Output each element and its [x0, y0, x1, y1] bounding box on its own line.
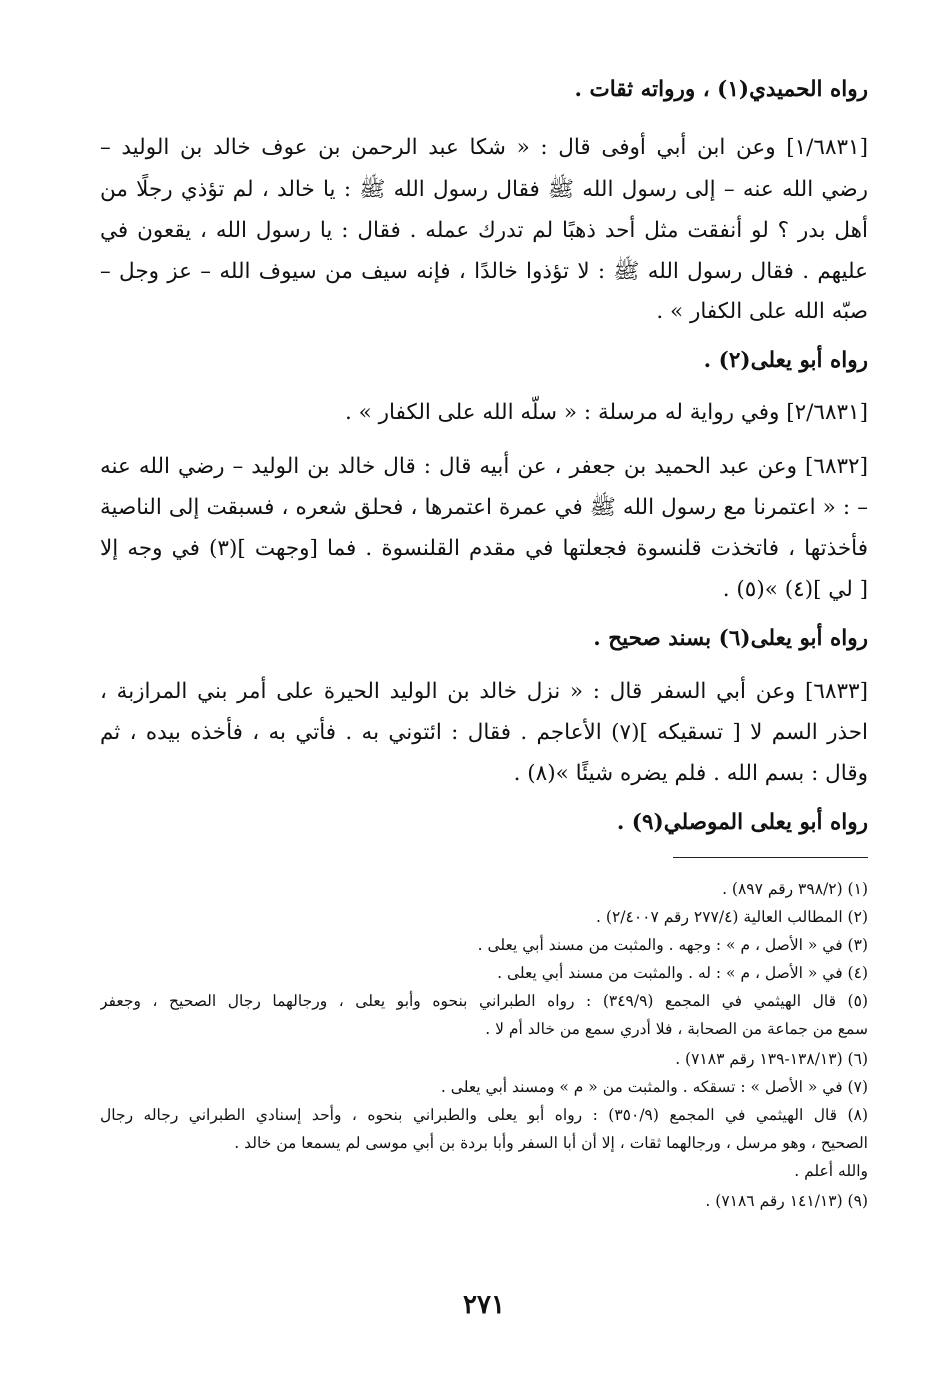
- footnote-line: (٤) في « الأصل ، م » : له . والمثبت من مسند أبي يعلى .: [497, 964, 868, 982]
- text-line: رضي الله عنه – إلى رسول الله ﷺ فقال رسول الله ﷺ : يا خالد ، لم تؤذي رجلًا من: [100, 177, 868, 202]
- text-line: [١/٦٨٣١] وعن ابن أبي أوفى قال : « شكا عبد الرحمن بن عوف خالد بن الوليد –: [100, 135, 868, 160]
- text-line: صبّه الله على الكفار » .: [656, 299, 868, 324]
- text-line: [ لي ](٤) »(٥) .: [722, 577, 868, 602]
- footnote-separator: [673, 857, 868, 858]
- footnote-line: (٥) قال الهيثمي في المجمع (٣٤٩/٩) : رواه الطبراني بنحوه وأبو يعلى ، ورجالهما رجال الصحيح ، وجعفر: [100, 992, 868, 1010]
- page-body: [100, 70, 868, 1360]
- footnote-line: سمع من جماعة من الصحابة ، فلا أدري سمع من خالد أم لا .: [485, 1020, 868, 1038]
- text-line: [٢/٦٨٣١] وفي رواية له مرسلة : « سلّه الله على الكفار » .: [344, 400, 868, 425]
- footnote-line: (٨) قال الهيثمي في المجمع (٣٥٠/٩) : رواه أبو يعلى والطبراني بنحوه ، وأحد إسنادي الطبراني رجاله رجال: [100, 1106, 868, 1124]
- footnote-line: (٦) (١٣٨/١٣-١٣٩ رقم ٧١٨٣) .: [675, 1050, 868, 1068]
- attribution-line: رواه أبو يعلى(٦) بسند صحيح .: [593, 626, 868, 651]
- text-line: [٦٨٣٢] وعن عبد الحميد بن جعفر ، عن أبيه قال : قال خالد بن الوليد – رضي الله عنه: [100, 454, 868, 479]
- text-line: فأخذتها ، فاتخذت قلنسوة فجعلتها في مقدم القلنسوة . فما [وجهت ](٣) في وجه إلا: [100, 536, 868, 561]
- footnote-line: (٢) المطالب العالية (٢٧٧/٤ رقم ٢/٤٠٠٧) .: [596, 908, 868, 926]
- text-line: عليهم . فقال رسول الله ﷺ : لا تؤذوا خالدًا ، فإنه سيف من سيوف الله – عز وجل –: [100, 259, 868, 284]
- text-line: أهل بدر ؟ لو أنفقت مثل أحد ذهبًا لم تدرك عمله . فقال : يا رسول الله ، يقعون في: [100, 218, 868, 243]
- text-line: – : « اعتمرنا مع رسول الله ﷺ في عمرة اعتمرها ، فحلق شعره ، فسبقت إلى الناصية: [100, 495, 868, 520]
- footnote-line: (٩) (١٤١/١٣ رقم ٧١٨٦) .: [705, 1192, 868, 1210]
- footnote-line: الصحيح ، وهو مرسل ، ورجالهما ثقات ، إلا أن أبا السفر وأبا بردة بن أبي موسى لم يسمعا من خالد .: [234, 1134, 868, 1152]
- footnote-line: والله أعلم .: [794, 1162, 868, 1180]
- attribution-line: رواه أبو يعلى الموصلي(٩) .: [616, 810, 868, 835]
- footnote-line: (٣) في « الأصل ، م » : وجهه . والمثبت من مسند أبي يعلى .: [477, 936, 868, 954]
- attribution-line: رواه الحميدي(١) ، ورواته ثقات .: [574, 77, 868, 102]
- text-line: وقال : بسم الله . فلم يضره شيئًا »(٨) .: [513, 761, 868, 786]
- footnote-line: (٧) في « الأصل » : تسقكه . والمثبت من « م » ومسند أبي يعلى .: [440, 1078, 868, 1096]
- attribution-line: رواه أبو يعلى(٢) .: [703, 348, 868, 373]
- text-line: احذر السم لا [ تسقيكه ](٧) الأعاجم . فقال : ائتوني به . فأتي به ، فأخذه بيده ، ثم: [100, 720, 868, 745]
- page-number: ٢٧١: [463, 1290, 505, 1320]
- footnote-line: (١) (٣٩٨/٢ رقم ٨٩٧) .: [722, 880, 868, 898]
- text-line: [٦٨٣٣] وعن أبي السفر قال : « نزل خالد بن الوليد الحيرة على أمر بني المرازبة ،: [100, 679, 868, 704]
